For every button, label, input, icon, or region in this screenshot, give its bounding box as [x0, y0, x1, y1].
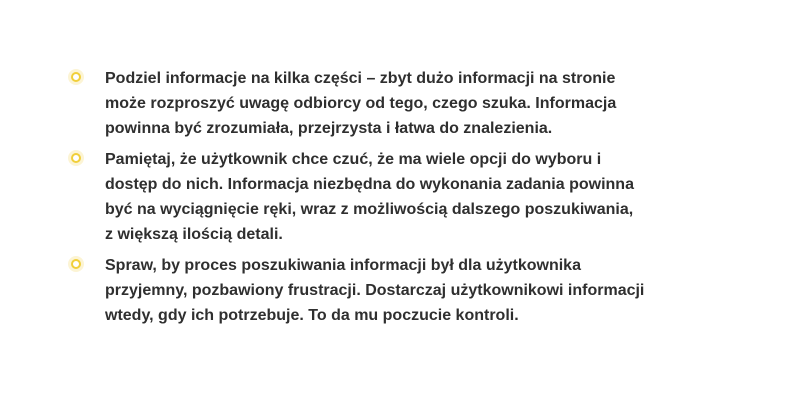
tip-text: Spraw, by proces poszukiwania informacji był dla użytkownika przyjemny, pozbawiony frustracji. Dostarczaj użytkownikowi informacji wtedy, gdy ich potrzebuje. To da mu poczucie kontroli.: [105, 257, 645, 324]
tip-text: Pamiętaj, że użytkownik chce czuć, że ma wiele opcji do wyboru i dostęp do nich. Informacja niezbędna do wykonania zadania powinna być na wyciągnięcie ręki, wraz z możliwością dalszego poszukiwania, z większą ilością detali.: [105, 151, 634, 243]
tips-list: [0, 66, 800, 334]
tip-text: Podziel informacje na kilka części – zbyt dużo informacji na stronie może rozproszyć uwagę odbiorcy od tego, czego szuka. Informacja powinna być zrozumiała, przejrzysta i łatwa do znalezienia.: [105, 70, 617, 137]
bullet-circle-icon: [71, 153, 81, 163]
bullet-circle-icon: [71, 72, 81, 82]
bullet-circle-icon: [71, 259, 81, 269]
tip-item: [0, 147, 645, 247]
tip-item: [0, 253, 645, 328]
tip-item: [0, 66, 645, 141]
